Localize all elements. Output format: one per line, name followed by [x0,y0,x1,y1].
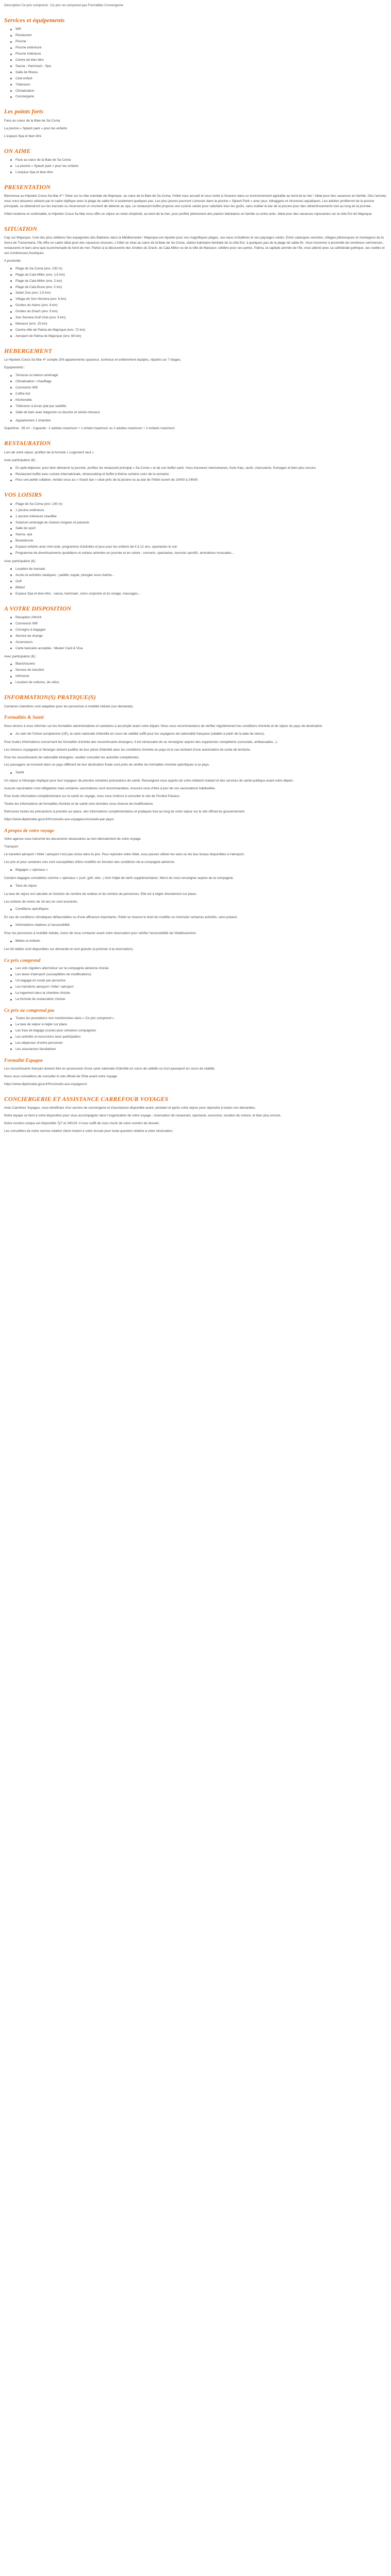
paragraph: Toutes les informations de formalités d'entrée et de santé sont données sous réserve de modifications. [4,802,154,806]
text-line: L'espace Spa et bien être [4,134,42,138]
sante-list [4,770,387,775]
list-item: Les transferts aéroport / hôtel / aéroport [15,985,387,990]
on-aime-heading: ON AIME [4,147,31,155]
list-item: Accès et activités nautiques : paddle, kayak, plongée sous-marine... [15,573,387,578]
situation-heading: SITUATION [4,225,38,232]
list-item: Les frais de bagage (soute) pour certaines compagnies [15,1028,387,1033]
list-item: Conciergerie [15,94,387,99]
paragraph: Notre numéro unique est disponible 7j/7 et 24h/24. Il vous suffit de vous munir de votre numéro de dossier. [4,1122,160,1126]
bagages-list [4,868,387,873]
list-item: Les taxes d'aéroport (susceptibles de modifications) [15,972,387,977]
paragraph: Les lits bébés sont disponibles sur demande et sont gratuits (à préciser à la réservation). [4,947,134,952]
list-item: Appartement 1 chambre [15,418,387,423]
paragraph: Pour toutes informations concernant les formalités d'entrée des ressortissants étrangers, il est nécessaire de se renseigner auprès des organismes compétents (consulats, ambassades...). [4,740,278,744]
list-item: Grottes du Drach (env. 9 km) [15,309,387,314]
list-item: Salle de sport [15,526,387,531]
paragraph: Le Hipotels Cosra Sa Mar 4* compte 209 appartements spacieux, lumineux et entièrement équipés, répartis sur 7 étages. [4,358,182,362]
list-item: Aéroport de Palma de Majorque (env. 66 km) [15,334,387,339]
list-item: Informations relatives à l'accessibilité [15,923,387,928]
paragraph: Notre équipe se tient à votre disposition pour vous accompagner dans l'organisation de votre voyage : réservation de restaurant, spectacle, excursion, location de voiture, et bien plus encore. [4,1114,282,1118]
paragraph: Les mineurs voyageant à l'étranger doivent justifier de leur pièce d'identité avec les conditions d'entrée du pays et le cas échéant d'une autorisation de sortie de territoire. [4,748,251,752]
accessibilite-list [4,923,387,928]
list-item: Centre de bien être [15,58,387,63]
list-item: Un bagage en soute par personne [15,978,387,984]
list-item: Manacor (env. 15 km) [15,321,387,327]
paragraph: Un séjour à l'étranger implique pour tout voyageur de prendre certaines précautions de santé. Renseignez-vous auprès de votre médecin traitant et des services de santé publique avant votre départ. [4,779,294,783]
list-item: 1 piscine extérieure [15,508,387,513]
list-item: Sauna, spa [15,532,387,537]
list-item: Au sein de l'Union européenne (UE), la carte nationale d'identité en cours de validité suffit pour les voyageurs de nationalité française (valable à partir de la date de retour). [15,732,387,737]
list-item: Piscine [15,39,387,44]
paragraph: Votre agence vous transmet les documents nécessaires au bon déroulement de votre voyage. [4,837,142,841]
paragraph: Les conseillers de notre service relation client restent à votre écoute pour toute question relative à votre réservation. [4,1129,173,1133]
description-line: Description Ce prix comprend : Ce prix ne comprend pas Formalités Convergente [4,4,123,7]
list-item: Golf [15,579,387,584]
list-item: Plage de Cala Millor (env. 1,5 km) [15,273,387,278]
conciergerie-heading: CONCIERGERIE ET ASSISTANCE CARREFOUR VOYAGES [4,1095,169,1103]
paragraph: Pour les personnes à mobilité réduite, merci de nous contacter avant votre réservation pour vérifier l'accessibilité de l'établissement. [4,931,197,936]
list-item: Plage de Sa Coma (env. 100 m) [15,266,387,272]
formalite-espagne-heading: Formalité Espagne [4,1058,43,1063]
list-item: Blanchisserie [15,662,387,667]
text-line: Face au coeur de la Baie de Sa Coma [4,118,60,123]
diplomatie-link[interactable] [4,1082,387,1087]
room-types-list [4,418,387,423]
list-item: Télévision à écran plat par satellite [15,404,387,409]
list-item: Santé [15,770,387,775]
loisirs-list [4,502,387,556]
paragraph: Certaines chambres sont adaptées pour les personnes à mobilité réduite (sur demande). [4,704,134,708]
list-item: Sauna - Hammam - Spa [15,64,387,69]
option-label: Avec participation (€) : [4,560,37,564]
list-item: Toutes les prestations non mentionnées dans « Ce prix comprend » [15,1016,387,1021]
list-item: Climatisation [15,89,387,94]
list-item: Centre-ville de Palma de Majorque (env. 72 km) [15,328,387,333]
text-line: La piscine « Splash park » pour les enfants [4,126,68,130]
paragraph: Nous vous conseillons de consulter le site officiel de l'Etat avant votre voyage. [4,1075,118,1079]
list-item: Télévision [15,82,387,88]
link[interactable]: https://www.diplomatie.gouv.fr/fr/conseils-aux-voyageurs/ [4,1082,87,1087]
list-item: Salle de bain avec baignoire ou douche et sèche-cheveux [15,410,387,415]
formalites-list [4,732,387,737]
list-item: Les activités et excursions avec participation [15,1035,387,1040]
proximite-list [4,266,387,339]
disposition-paid-list [4,662,387,685]
option-label: Avec participation (€) : [4,458,37,462]
list-item: La taxe de séjour à régler sur place [15,1022,387,1027]
disposition-heading: A VOTRE DISPOSITION [4,604,72,612]
restauration-heading: RESTAURATION [4,439,51,447]
services-heading: Services et équipements [4,16,65,24]
paragraph: Les enfants de moins de 16 ans en sont exonérés. [4,900,78,904]
list-item: Club enfant [15,76,387,81]
list-item: Espace enfants avec mini-club, programme d'activités et jeux pour les enfants de 4 à 12 ans, spectacles le soir [15,545,387,550]
list-item: Plage de Cala Millor (env. 2 km) [15,279,387,284]
list-item: Connexion Wifi [15,621,387,626]
list-item: Boulodrome [15,538,387,544]
list-item: Programme de divertissements quotidiens et soirées animées en journée et en soirée : concerts, spectacles, tournois sportifs, animations musicales... [15,551,387,556]
list-item: Réception 24h/24 [15,615,387,620]
list-item: Solarium aménagé de chaises longues et parasols [15,520,387,526]
restauration-list [4,466,387,483]
paragraph: Certains bagages considérés comme « spéciaux » (surf, golf, vélo...) font l'objet de tarifs supplémentaires. Merci de vous renseigner auprès de la compagnie. [4,876,234,880]
list-item: Wifi [15,27,387,32]
formalites-heading: Formalités & Santé [4,715,44,721]
list-item: Consigne à bagages [15,628,387,633]
list-item: Piscine extérieure [15,45,387,50]
informations-heading: INFORMATION(S) PRATIQUE(S) [4,693,96,701]
list-item: Son Servera Golf Club (env. 9 km) [15,315,387,320]
link[interactable]: https://www.diplomatie.gouv.fr/fr/conseils-aux-voyageurs/conseils-par-pays/ [4,817,114,821]
paragraph: Le transfert aéroport / hôtel / aéroport n'est pas inclus dans le prix. Pour rejoindre votre hôtel, vous pouvez utiliser les taxis ou les bus locaux disponibles à l'aéroport. [4,853,245,857]
list-item: Coffre-fort [15,392,387,397]
list-item: Village de Son Servera (env. 6 km) [15,297,387,302]
list-item: Taxe de séjour [15,884,387,889]
services-list [4,27,387,99]
paragraph: Les passagers se trouvent dans un pays différent de leur destination finale sont priés de vérifier les formalités d'entrée spécifiques à ce pays. [4,763,210,767]
list-item: Location de transats [15,567,387,572]
list-item: Grottes du Hams (env. 8 km) [15,303,387,308]
comprend-heading: Ce prix comprend [4,958,41,964]
list-item: Terrasse ou balcon aménagé [15,373,387,378]
option-label: Avec participation (€) : [4,654,37,658]
list-item: Conditions spécifiques [15,907,387,912]
list-item: Kitchenette [15,398,387,403]
list-item: Service de change [15,634,387,639]
proximite-label: A proximité : [4,259,23,263]
propos-heading: A propos de votre voyage [4,828,55,834]
diplomatie-link[interactable] [4,817,387,822]
list-item: Les assurances facultatives [15,1047,387,1052]
paragraph: Avec Carrefour Voyages, vous bénéficiez d'un service de conciergerie et d'assistance disponible avant, pendant et après votre séjour pour répondre à toutes vos demandes. [4,1106,256,1110]
superficie-text: Superficie : 56 m² - Capacité : 2 adultes maximum + 1 enfant maximum ou 2 adultes maximum + 2 enfants maximum [4,427,175,431]
paragraph: Transport [4,845,19,849]
presentation-heading: PRESENTATION [4,183,51,191]
list-item: Restaurant buffet avec cuisine internationale, showcooking et buffet à thème certains soirs de la semaine. [15,472,387,477]
list-item: Piscine Intérieure [15,52,387,57]
list-item: Bébés et enfants [15,939,387,944]
list-item: L'espace Spa et bien-être [15,170,387,175]
list-item: Climatisation / chauffage [15,379,387,384]
paragraph: Hôtel moderne et confortable, le Hipotels Cosra Sa Mar vous offre un séjour en toute simplicité, au bord de la mer, pour profiter pleinement des plaisirs balnéaires en famille ou entre amis. Idéal pour des vacances reposantes sur la côte Est de Majorque. [4,212,373,216]
list-item: Les vols réguliers aller/retour sur la compagnie aérienne choisie [15,966,387,971]
comprend-pas-list [4,1016,387,1052]
paragraph: La taxe de séjour est calculée en fonction du nombre de nuitées et du nombre de personnes. Elle est à régler directement sur place. [4,892,197,896]
list-item: Salle de fitness [15,70,387,75]
conditions-list [4,907,387,912]
list-item: Bagages « spéciaux » [15,868,387,873]
list-item: En petit-déjeuner, pour bien démarrer la journée, profitez du restaurant principal « Sa Coma » et de son buffet varié. Vous trouverez viennoiseries, fruits frais, œufs, charcuterie, fromages et bien plus encore. [15,466,387,471]
list-item: Le logement dans la chambre choisie [15,991,387,996]
list-item: Plage de Sa Coma (env. 100 m) [15,502,387,507]
paragraph: En cas de conditions climatiques défavorables ou d'une affluence importante, l'hôtel se réserve le droit de modifier ou d'annuler certaines activités, sans préavis. [4,916,238,920]
list-item: Billard [15,585,387,590]
list-item: Service de transfert [15,668,387,673]
paragraph: Pour toute information complémentaire sur la santé en voyage, nous vous invitons à consulter le site de l'Institut Pasteur. [4,794,181,799]
list-item: Ascenseurs [15,640,387,645]
list-item: Pour une petite collation, rendez-vous au « Snack bar » situé près de la piscine ou au bar de l'hôtel ouvert de 10h00 à 24h00. [15,478,387,483]
equipements-list [4,373,387,415]
list-item: Location de voitures, de vélos [15,680,387,685]
list-item: Les dépenses d'ordre personnel [15,1041,387,1046]
bebes-list [4,939,387,944]
points-forts-heading: Les points forts [4,108,44,115]
paragraph: Les ressortissants français doivent être en possession d'une carte nationale d'identité en cours de validité ou d'un passeport en cours de validité. [4,1067,216,1071]
paragraph: Bienvenue au Hipotels Cosra Sa Mar 4* ! Situé sur la côte orientale de Majorque, au cœur de la Baie de Sa Coma, l'hôtel vous accueil et vous invite à l'évasion dans un environnement agréable au bord de la mer ! Idéal pour des vacances en famille. Dès l'arrivée, vous vous laisserez séduire par le cadre idyllique avec la plage de sable fin à seulement quelques pas. Les plus jeunes pourront s'amuser dans la piscine « Splash Park » avec jeux, toboggans et structures aquatiques. Les adultes profiteront de la piscine principale, se détendront sur les transats ou réserveront un moment de détente au spa. Le restaurant buffet propose une cuisine variée pour satisfaire tous les goûts, sans oublier le bar de la piscine pour des rafraîchissements tout au long de la journée. [4,194,387,208]
paragraph: Les prix et pour certaines vols sont susceptibles d'être modifiés en fonction des conditions de la compagnie aérienne. [4,860,175,864]
equipements-label: Equipements : [4,366,25,370]
hebergement-heading: HEBERGEMENT [4,347,52,354]
list-item: Plage de Cala Bona (env. 3 km) [15,285,387,290]
list-item: La piscine « Splash park » pour les enfants [15,164,387,169]
paragraph: Pour les ressortissants de nationalité étrangère, veuillez consulter les autorités compétentes. [4,755,140,759]
list-item: Espace Spa et bien-être : sauna, hammam, soins corporels et du visage, massages... [15,591,387,597]
list-item: Infirmerie [15,674,387,679]
paragraph: Nous tenons à vous informer sur les formalités administratives et sanitaires à accomplir avant votre départ. Nous vous recommandons de vérifier régulièrement les conditions d'entrée et de séjour du pays de destination. [4,724,323,728]
list-item: Safari Zoo (env. 2,5 km) [15,291,387,296]
loisirs-heading: VOS LOISIRS [4,491,42,499]
list-item: 1 piscine intérieure chauffée [15,514,387,519]
document [0,0,391,1147]
loisirs-paid-list [4,567,387,597]
paragraph: Aucune vaccination n'est obligatoire mais certaines vaccinations sont recommandées. Assurez-vous d'être à jour de vos vaccinations habituelles. [4,787,216,791]
paragraph: Cap sur Majorque, l'une des plus célèbres îles espagnoles des Baléares dans la Méditerranée ! Majorque est réputée pour ses magnifiques plages, ses eaux cristallines et ses paysages variés. Entre calanques secrètes, villages pittoresques et montagnes de la Serra de Tramuntana, l'île offre un cadre idéal pour des vacances réussies. L'hôtel se situe au cœur de la Baie de Sa Coma, station balnéaire familiale de la côte Est, à quelques pas de la plage de sable fin. Vous trouverez à proximité de nombreux commerces, restaurants et bars ainsi que la promenade du bord de mer. Partez à la découverte des Grottes du Drach, de Cala Millor ou de la ville de Manacor, célèbre pour ses perles. Palma, la capitale animée de l'île, vous attend avec sa cathédrale gothique, ses ruelles et ses nombreuses boutiques. [4,236,385,255]
disposition-list [4,615,387,651]
list-item: Connexion Wifi [15,385,387,391]
list-item: Restaurant [15,33,387,38]
comprend-list [4,966,387,1002]
on-aime-list [4,158,387,175]
list-item: La formule de restauration choisie [15,997,387,1002]
list-item: Carte bancaire acceptée : Master Card & Visa [15,646,387,651]
taxe-list [4,884,387,889]
paragraph: Retrouvez toutes les précautions à prendre sur place, des informations complémentaires et pratiques tout au long de votre séjour sur le site officiel du gouvernement. [4,809,246,814]
list-item: Face au cœur de la Baie de Sa Coma [15,158,387,163]
paragraph: Lors de votre séjour, profitez de la formule « Logement seul ». [4,450,95,454]
comprend-pas-heading: Ce prix ne comprend pas [4,1008,55,1013]
